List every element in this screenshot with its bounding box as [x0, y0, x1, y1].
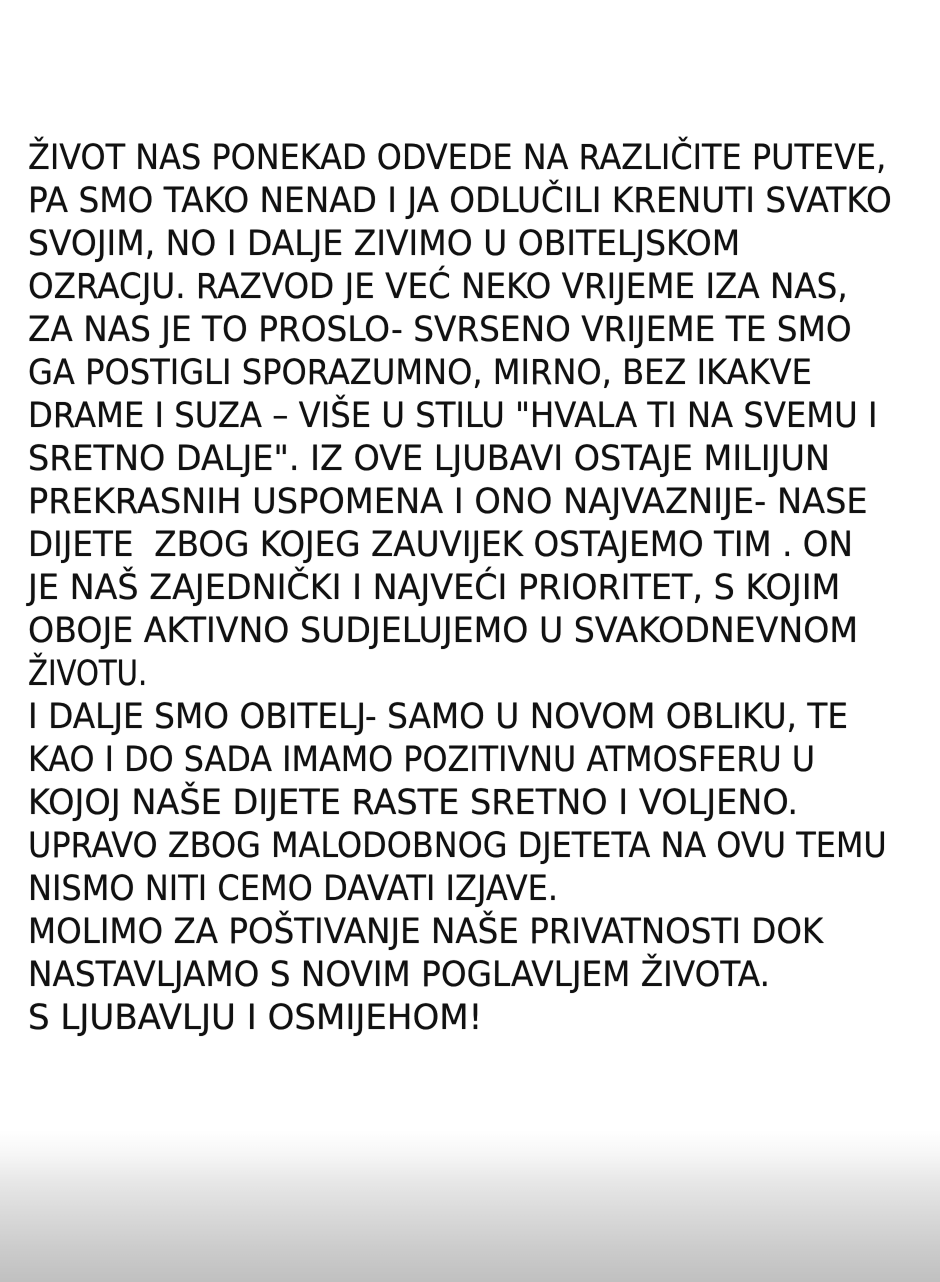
statement-line: UPRAVO ZBOG MALODOBNOG DJETETA NA OVU TEMU	[28, 826, 887, 866]
statement-line: JE NAŠ ZAJEDNIČKI I NAJVEĆI PRIORITET, S KOJIM	[28, 568, 841, 608]
statement-line: S LJUBAVLJU I OSMIJEHOM!	[28, 998, 483, 1038]
statement-line: ŽIVOT NAS PONEKAD ODVEDE NA RAZLIČITE PUTEVE,	[28, 138, 887, 178]
statement-line: KOJOJ NAŠE DIJETE RASTE SRETNO I VOLJENO.	[28, 783, 799, 823]
statement-line: DIJETE ZBOG KOJEG ZAUVIJEK OSTAJEMO TIM . ON	[28, 525, 853, 565]
statement-line: I DALJE SMO OBITELJ- SAMO U NOVOM OBLIKU, TE	[28, 697, 849, 737]
statement-line: ŽIVOTU.	[28, 654, 148, 694]
statement-line: MOLIMO ZA POŠTIVANJE NAŠE PRIVATNOSTI DOK	[28, 912, 824, 952]
statement-line: KAO I DO SADA IMAMO POZITIVNU ATMOSFERU U	[28, 740, 816, 780]
statement-line: SRETNO DALJE". IZ OVE LJUBAVI OSTAJE MILIJUN	[28, 439, 830, 479]
statement-line: OZRACJU. RAZVOD JE VEĆ NEKO VRIJEME IZA NAS,	[28, 267, 848, 307]
statement-line: GA POSTIGLI SPORAZUMNO, MIRNO, BEZ IKAKVE	[28, 353, 812, 393]
statement-line: SVOJIM, NO I DALJE ZIVIMO U OBITELJSKOM	[28, 224, 741, 264]
statement-line: DRAME I SUZA – VIŠE U STILU "HVALA TI NA SVEMU I	[28, 396, 878, 436]
statement-line: PREKRASNIH USPOMENA I ONO NAJVAZNIJE- NASE	[28, 482, 868, 522]
statement-line: PA SMO TAKO NENAD I JA ODLUČILI KRENUTI SVATKO	[28, 181, 892, 221]
statement-line: NASTAVLJAMO S NOVIM POGLAVLJEM ŽIVOTA.	[28, 955, 770, 995]
statement-line: ZA NAS JE TO PROSLO- SVRSENO VRIJEME TE SMO	[28, 310, 852, 350]
statement-line: OBOJE AKTIVNO SUDJELUJEMO U SVAKODNEVNOM	[28, 611, 858, 651]
statement-line: NISMO NITI CEMO DAVATI IZJAVE.	[28, 869, 559, 909]
